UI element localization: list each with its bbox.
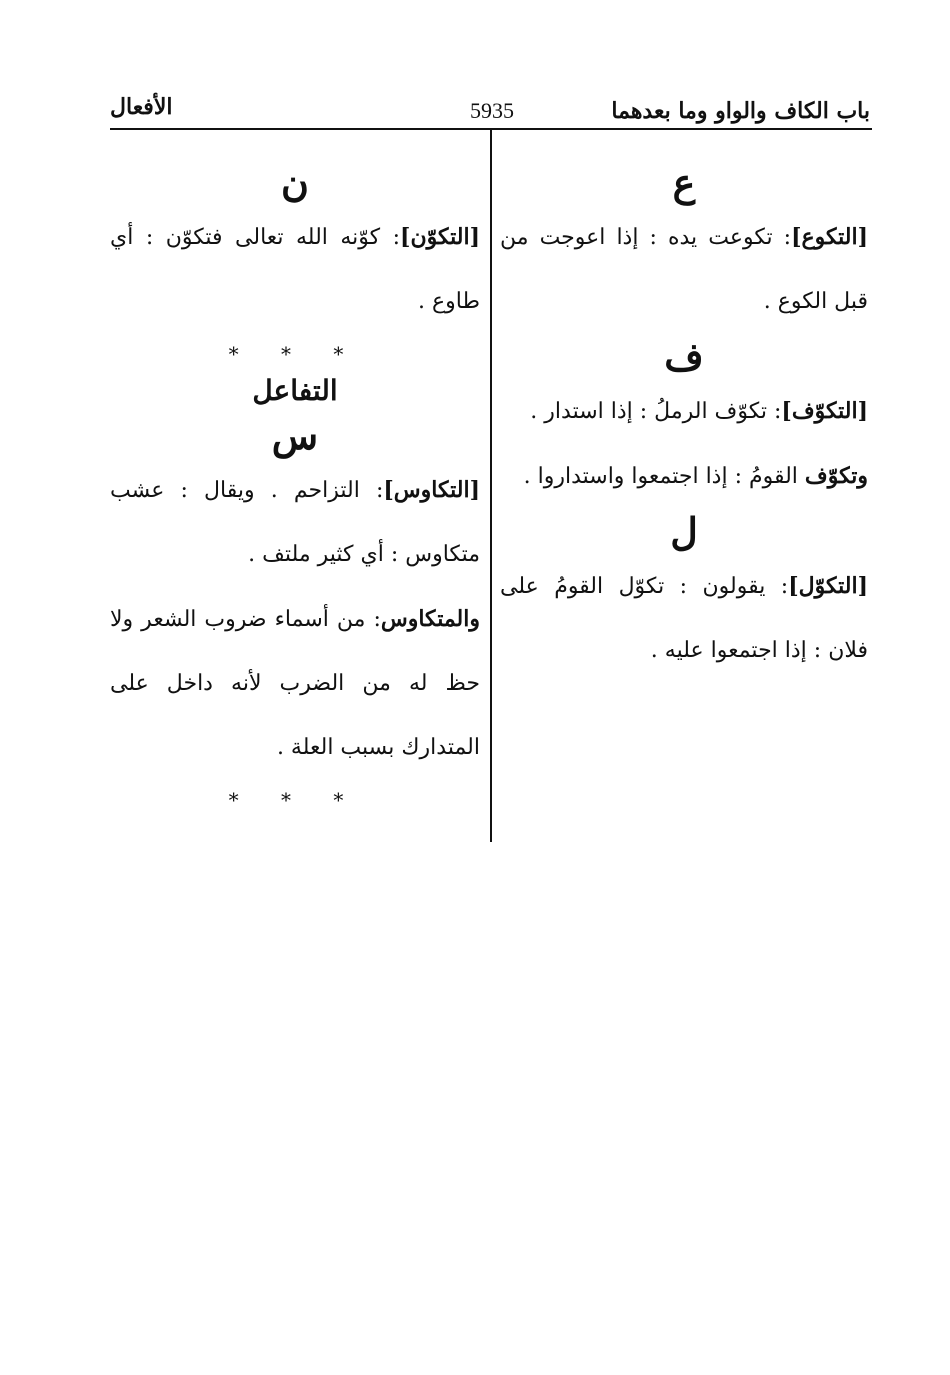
left-column — [110, 160, 480, 820]
entry-mutakawis — [110, 587, 480, 780]
entry-term: [التكوع] — [791, 224, 868, 250]
letter-heading-fa: ف — [664, 334, 704, 379]
right-column — [500, 160, 868, 683]
section-title: التفاعل — [252, 374, 338, 407]
entry-term: [التكوّن] — [400, 224, 480, 250]
page-header — [110, 92, 870, 132]
entry-term: [التكوّل] — [788, 573, 868, 599]
entry-takawwul — [500, 554, 868, 683]
entry-term: وتكوّف — [804, 463, 868, 489]
entry-text: : تكوعت يده : إذا اعوجت من قبل الكوع . — [500, 225, 868, 314]
page-number: 5935 — [470, 98, 514, 123]
entry-term: [التكاوس] — [383, 477, 480, 503]
entry-text: : تكوّف الرملُ : إذا استدار . — [530, 399, 782, 424]
entry-text: : يقولون : تكوّل القومُ على فلان : إذا اجتمعوا عليه . — [500, 574, 868, 663]
entry-takawwun — [110, 205, 480, 334]
entry-takawus — [110, 458, 480, 587]
entry-text: : من أسماء ضروب الشعر ولا حظ له من الضرب لأنه داخل على المتدارك بسبب العلة . — [110, 607, 480, 760]
section-separator: * * * — [228, 788, 362, 812]
column-divider — [490, 130, 492, 842]
letter-heading-sin: س — [271, 413, 319, 458]
letter-heading-ain: ع — [672, 160, 696, 205]
entry-text: القومُ : إذا اجتمعوا واستداروا . — [523, 464, 805, 489]
letter-heading-lam: ل — [670, 509, 698, 554]
entry-term: والمتكاوس — [380, 606, 480, 632]
entry-term: [التكوّف] — [781, 398, 868, 424]
entry-text: : التزاحم . ويقال : عشب متكاوس : أي كثير ملتف . — [110, 478, 480, 567]
entry-text: : كوّنه الله تعالى فتكوّن : أي طاوع . — [110, 225, 480, 314]
entry-takawwuf — [500, 379, 868, 444]
chapter-title: باب الكاف والواو وما بعدهما — [611, 98, 870, 124]
entry-takawwuf-2 — [500, 444, 868, 509]
section-label: الأفعال — [110, 94, 173, 120]
letter-heading-nun: ن — [281, 160, 309, 205]
section-separator: * * * — [228, 342, 362, 366]
entry-takawwu — [500, 205, 868, 334]
